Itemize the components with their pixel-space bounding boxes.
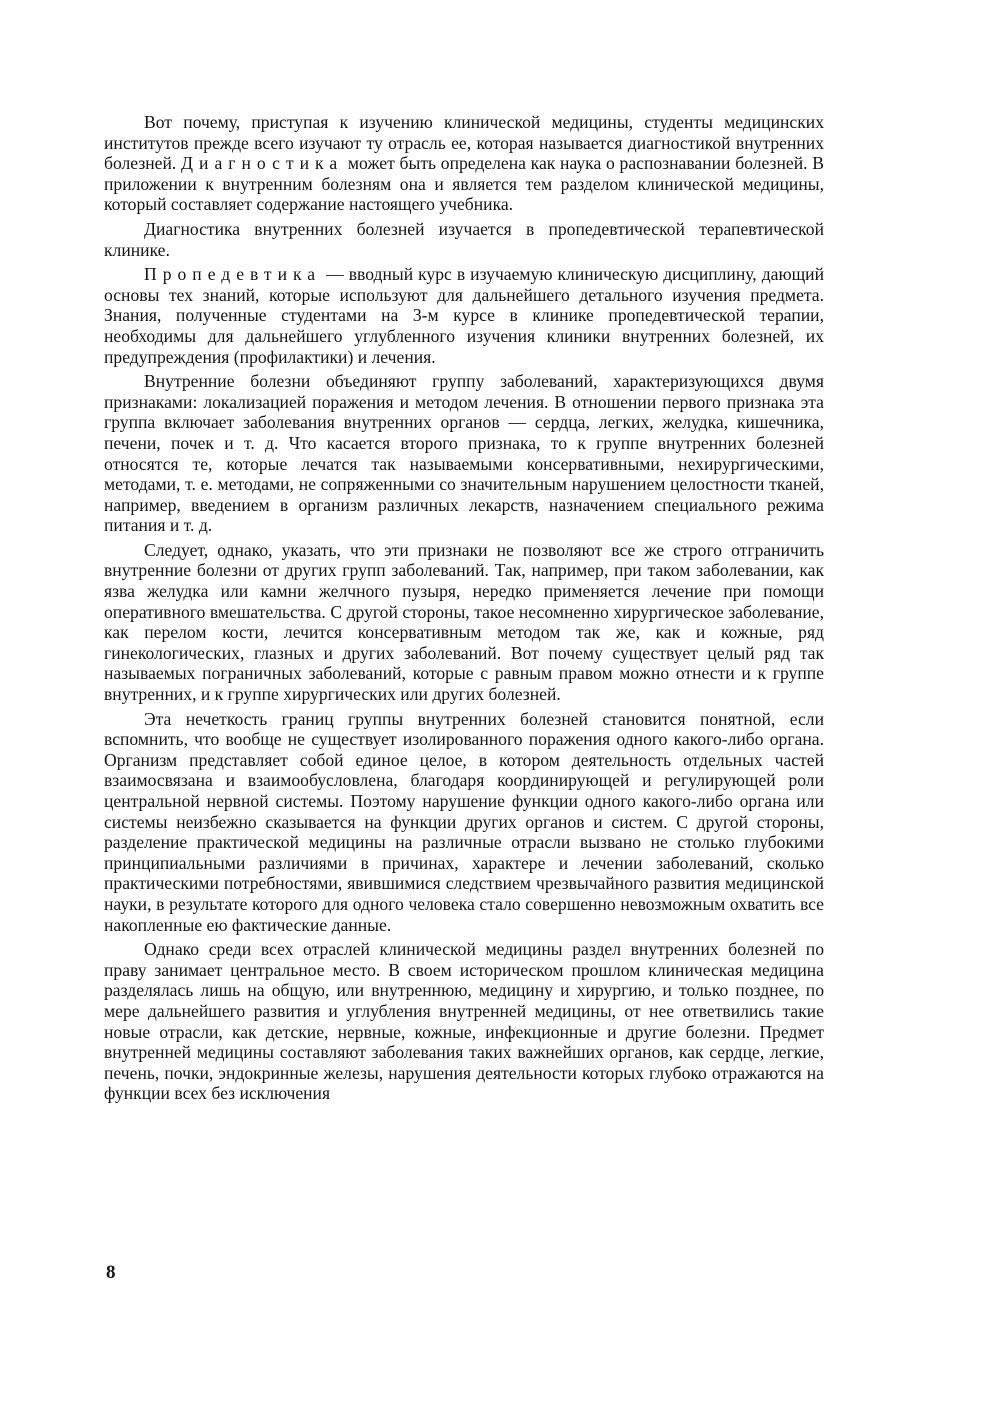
paragraph-text: Эта нечеткость границ группы внутренних болезней становится понятной, если вспомнить, что вообще не существует изолированного поражения одного какого-либо органа. Организм представляет собой единое целое, в котором деятельность отдельных частей взаимосвязана и взаимообусловлена, благодаря координирующей и регулирующей роли центральной нервной системы. Поэтому нарушение функции одного какого-либо органа или системы неизбежно сказывается на функции других органов и систем. С другой стороны, разделение практической медицины на различные отрасли вызвано не столько глубокими принципиальными различиями в причинах, характере и лечении заболеваний, сколько практическими потребностями, явившимися следствием чрезвычайного развития медицинской науки, в результате которого для одного человека стало совершенно невозможным охватить все накопленные ею фактические данные. — [104, 708, 824, 935]
paragraph-text: Следует, однако, указать, что эти признаки не позволяют все же строго отграничить внутренние болезни от других групп заболеваний. Так, например, при таком заболевании, как язва желудка или камни желчного пузыря, нередко применяется лечение при помощи оперативного вмешательства. С другой стороны, такое несомненно хирургическое заболевание, как перелом кости, лечится консервативным методом так же, как и кожные, ряд гинекологических, глазных и других заболеваний. Вот почему существует целый ряд так называемых пограничных заболеваний, которые с равным правом можно отнести и к группе внутренних, и к группе хирургических или других болезней. — [104, 539, 824, 705]
paragraph-text: — вводный курс в изучаемую клиническую дисциплину, дающий основы тех знаний, которые используют для дальнейшего детального изучения предмета. Знания, полученные студентами на 3-м курсе в клинике пропедевтической терапии, необходимы для дальнейшего углубленного изучения клиники внутренних болезней, их предупреждения (профилактики) и лечения. — [104, 264, 824, 367]
emphasized-term: Пропедевтика — [144, 264, 322, 285]
paragraph-text: Диагностика внутренних болезней изучается в пропедевтической терапевтической клинике. — [104, 218, 824, 260]
paragraph-organism-whole — [104, 709, 824, 936]
paragraph-text: Однако среди всех отраслей клинической медицины раздел внутренних болезней по праву занимает центральное место. В своем историческом прошлом клиническая медицина разделялась лишь на общую, или внутреннюю, медицину и хирургию, и только позднее, по мере дальнейшего развития и углубления внутренней медицины, от нее ответвились такие новые отрасли, как детские, нервные, кожные, инфекционные и другие болезни. Предмет внутренней медицины составляют заболевания таких важнейших органов, как сердце, легкие, печень, почки, эндокринные железы, нарушения деятельности которых глубоко отражаются на функции всех без исключения — [104, 939, 824, 1104]
page-number: 8 — [106, 1262, 116, 1283]
paragraph-internal-diseases — [104, 371, 824, 536]
body-text — [104, 112, 824, 1108]
paragraph-boundaries — [104, 540, 824, 705]
paragraph-text: может быть определена как наука о распознавании болезней. В приложении к внутренним болезням она и является тем разделом клинической медицины, который составляет содержание настоящего учебника. — [104, 153, 824, 215]
paragraph-diagnostics-clinic — [104, 219, 824, 260]
paragraph-diagnostics-intro — [104, 112, 824, 215]
paragraph-text: Внутренние болезни объединяют группу заболеваний, характеризующихся двумя признаками: локализацией поражения и методом лечения. В отношении первого признака эта группа включает заболевания внутренних органов — сердца, легких, желудка, кишечника, печени, почек и т. д. Что касается второго признака, то к группе внутренних болезней относятся те, которые лечатся так называемыми консервативными, нехирургическими, методами, т. е. методами, не сопряженными со значительным нарушением целостности тканей, например, введением в организм различных лекарств, назначением специального режима питания и т. д. — [104, 371, 824, 536]
paragraph-text: Вот почему, приступая к изучению клинической медицины, студенты медицинских институтов прежде всего изучают ту отрасль ее, которая называется диагностикой внутренних болезней. — [104, 112, 824, 174]
emphasized-term: Диагностика — [181, 153, 344, 174]
paragraph-central-place — [104, 939, 824, 1104]
paragraph-propaedeutics — [104, 264, 824, 367]
